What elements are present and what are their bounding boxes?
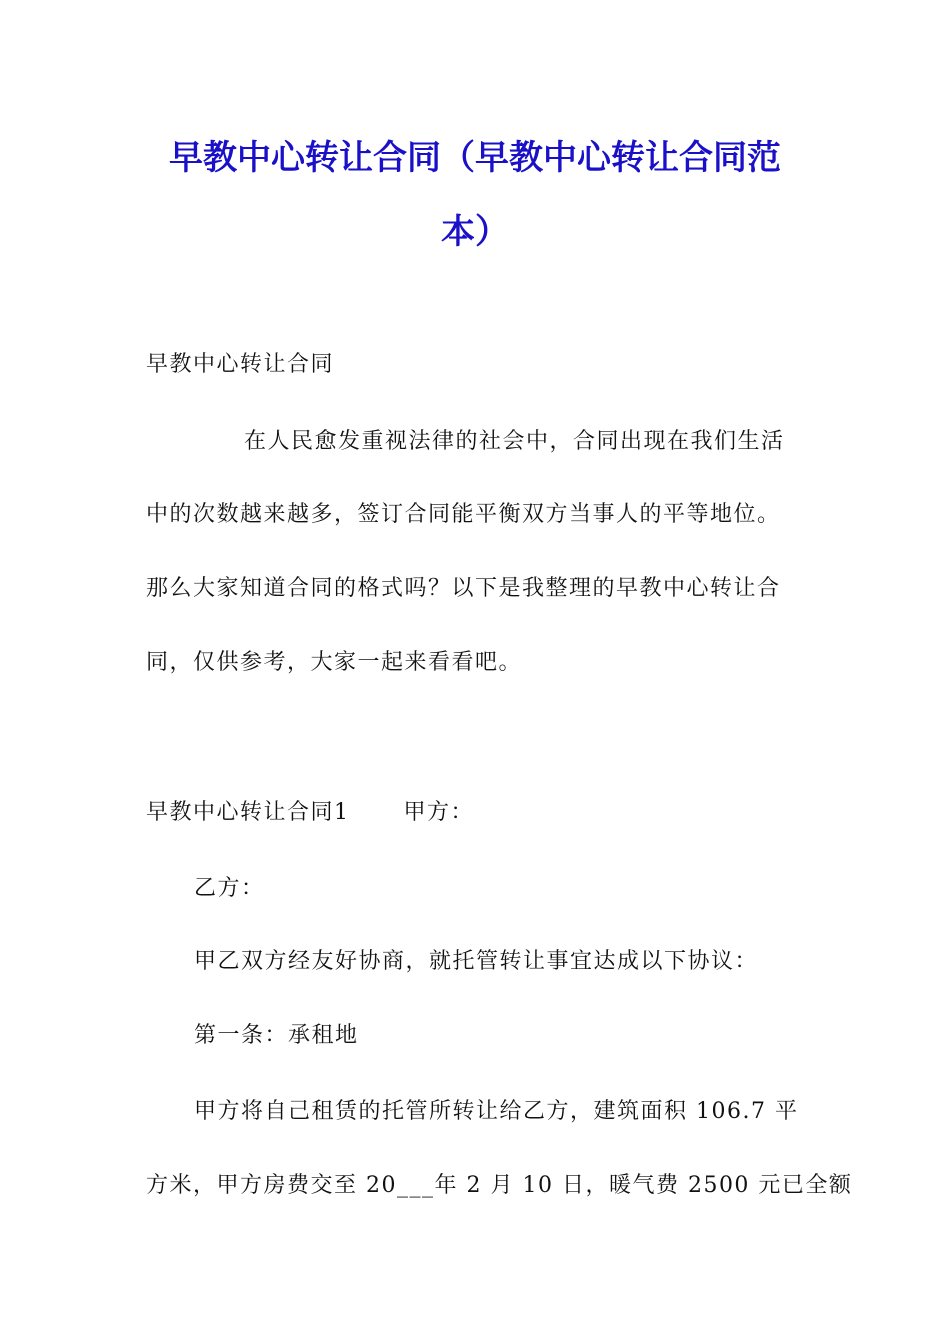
intro-line-1: 在人民愈发重视法律的社会中，合同出现在我们生活	[244, 429, 785, 454]
contract-heading-row	[146, 795, 474, 826]
article-1-line-2: 方米，甲方房费交至 20___年 2 月 10 日，暖气费 2500 元已全额	[146, 1173, 853, 1198]
article-1-title: 第一条：承租地	[194, 1023, 359, 1048]
contract-heading: 早教中心转让合同1	[146, 800, 350, 825]
party-a-label: 甲方：	[403, 800, 475, 825]
document-title-line-1: 早教中心转让合同（早教中心转让合同范	[169, 138, 781, 178]
intro-line-3: 那么大家知道合同的格式吗？以下是我整理的早教中心转让合	[146, 576, 781, 601]
intro-line-2: 中的次数越来越多，签订合同能平衡双方当事人的平等地位。	[146, 502, 781, 527]
article-1-line-1: 甲方将自己租赁的托管所转让给乙方，建筑面积 106.7 平	[194, 1099, 799, 1124]
agreement-statement: 甲乙双方经友好协商，就托管转让事宜达成以下协议：	[194, 949, 759, 974]
party-b-label: 乙方：	[194, 876, 265, 901]
intro-line-4: 同，仅供参考，大家一起来看看吧。	[146, 650, 523, 675]
document-title-line-2: 本）	[441, 212, 509, 252]
section-heading: 早教中心转让合同	[146, 352, 335, 377]
